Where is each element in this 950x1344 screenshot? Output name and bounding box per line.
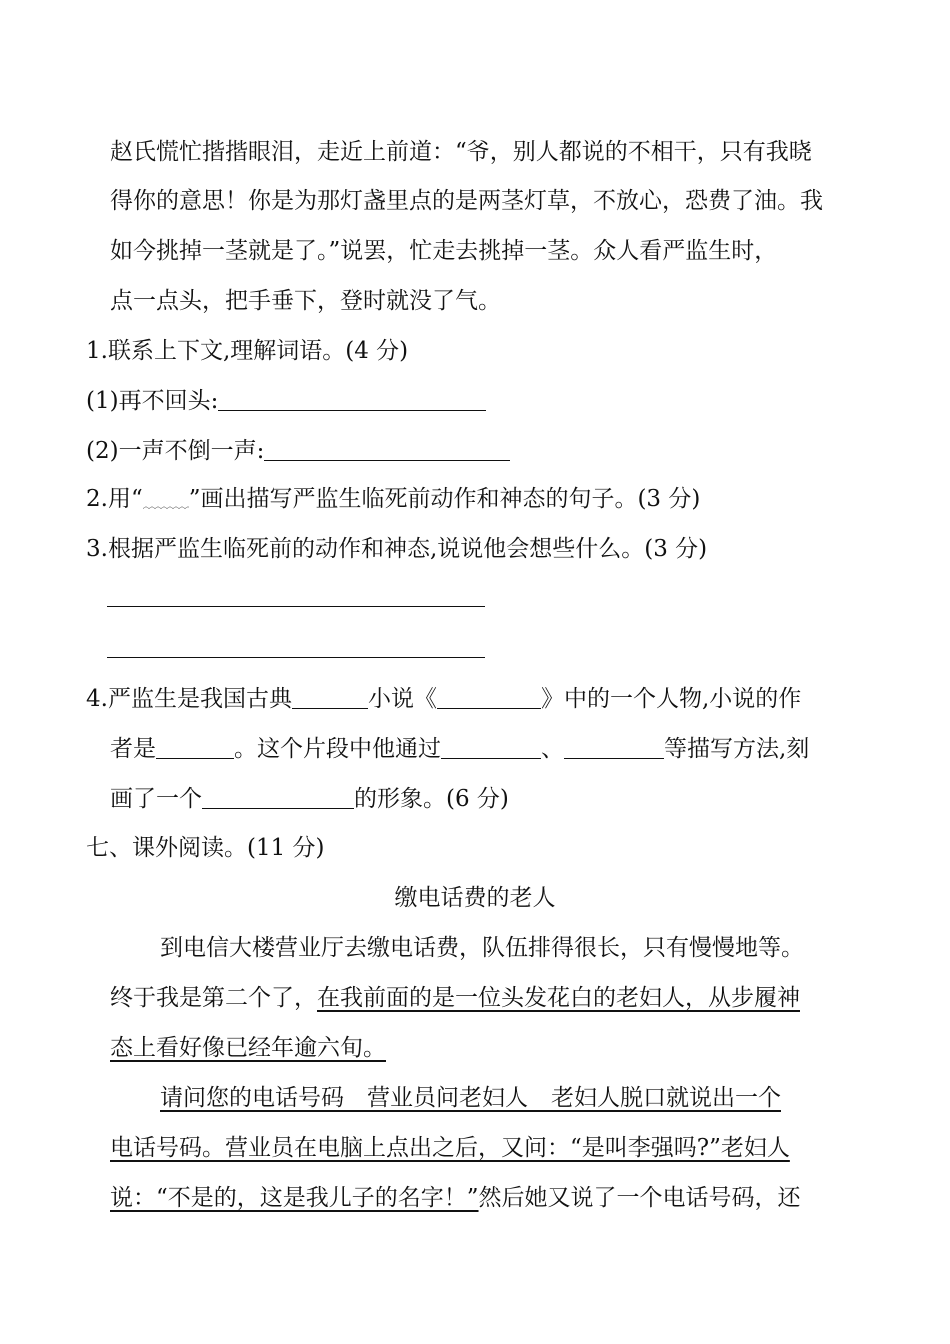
question-4-text-1b: 小说《 <box>367 686 437 712</box>
answer-blank-4-image[interactable] <box>202 786 354 809</box>
answer-line-3-2[interactable] <box>107 657 485 658</box>
article-p1-line-2a: 终于我是第二个了， <box>110 985 317 1011</box>
underlined-sentence-2a: 请问您的电话号码 营业员问老妇人 老妇人脱口就说出一个 <box>160 1085 781 1111</box>
passage-line-4: 点一点头，把手垂下，登时就没了气。 <box>110 288 501 314</box>
answer-line-3-1[interactable] <box>107 606 485 607</box>
question-4-text-3b: 的形象。(6 分) <box>354 786 509 812</box>
article-p2-line-3 <box>110 1183 801 1213</box>
article-p2-line-3b: 然后她又说了一个电话号码，还 <box>478 1185 801 1211</box>
answer-blank-4-genre[interactable] <box>292 686 368 709</box>
question-2-after: ”画出描写严监生临死前动作和神态的句子。(3 分) <box>188 486 701 512</box>
question-3-prompt: 3.根据严监生临死前的动作和神态,说说他会想些什么。(3 分) <box>86 536 708 562</box>
passage-line-2: 得你的意思！你是为那灯盏里点的是两茎灯草，不放心，恐费了油。我 <box>110 188 823 214</box>
question-2-before: 2.用“ <box>86 486 143 512</box>
question-4-text-2a: 者是 <box>110 736 156 762</box>
question-2-prompt <box>86 484 700 514</box>
question-1-prompt: 1.联系上下文,理解词语。(4 分) <box>86 338 409 364</box>
underlined-sentence-1b: 态上看好像已经年逾六旬。 <box>110 1035 386 1061</box>
answer-blank-1-1[interactable] <box>218 388 486 411</box>
question-4-text-3a: 画了一个 <box>110 786 202 812</box>
question-4-line-2 <box>110 734 809 764</box>
question-1-item-2 <box>86 436 510 466</box>
article-p1-line-2 <box>110 983 800 1013</box>
wavy-line-sample <box>143 487 189 509</box>
question-4-line-3 <box>110 784 509 814</box>
underlined-sentence-1a: 在我前面的是一位头发花白的老妇人，从步履神 <box>317 985 800 1011</box>
answer-blank-1-2[interactable] <box>264 438 510 461</box>
question-1-item-1 <box>86 386 486 416</box>
underlined-sentence-2c: 说：“不是的，这是我儿子的名字！” <box>110 1185 479 1211</box>
question-4-text-2c: 、 <box>541 736 564 762</box>
passage-line-1: 赵氏慌忙揩揩眼泪，走近上前道：“爷，别人都说的不相干，只有我晓 <box>110 139 812 165</box>
passage-line-3: 如今挑掉一茎就是了。”说罢，忙走去挑掉一茎。众人看严监生时， <box>110 238 778 264</box>
question-1-item-1-label: (1)再不回头: <box>86 388 219 414</box>
article-p2-line-2 <box>110 1133 790 1163</box>
question-4-text-1a: 4.严监生是我国古典 <box>86 686 292 712</box>
article-p2-line-1 <box>160 1083 781 1113</box>
article-p1-line-1: 到电信大楼营业厅去缴电话费，队伍排得很长，只有慢慢地等。 <box>160 935 804 961</box>
answer-blank-4-method-2[interactable] <box>564 736 664 759</box>
article-p1-line-3 <box>110 1033 386 1063</box>
question-4-text-2d: 等描写方法,刻 <box>664 736 810 762</box>
answer-blank-4-author[interactable] <box>156 736 234 759</box>
section-7-heading: 七、课外阅读。(11 分) <box>86 835 325 861</box>
question-4-text-1c: 》中的一个人物,小说的作 <box>540 686 802 712</box>
underlined-sentence-2b: 电话号码。营业员在电脑上点出之后，又问：“是叫李强吗?”老妇人 <box>110 1135 790 1161</box>
article-title: 缴电话费的老人 <box>394 885 556 911</box>
answer-blank-4-novel[interactable] <box>437 686 541 709</box>
question-4-text-2b: 。这个片段中他通过 <box>234 736 441 762</box>
answer-blank-4-method-1[interactable] <box>441 736 541 759</box>
question-4-line-1 <box>86 684 801 714</box>
question-1-item-2-label: (2)一声不倒一声: <box>86 438 265 464</box>
